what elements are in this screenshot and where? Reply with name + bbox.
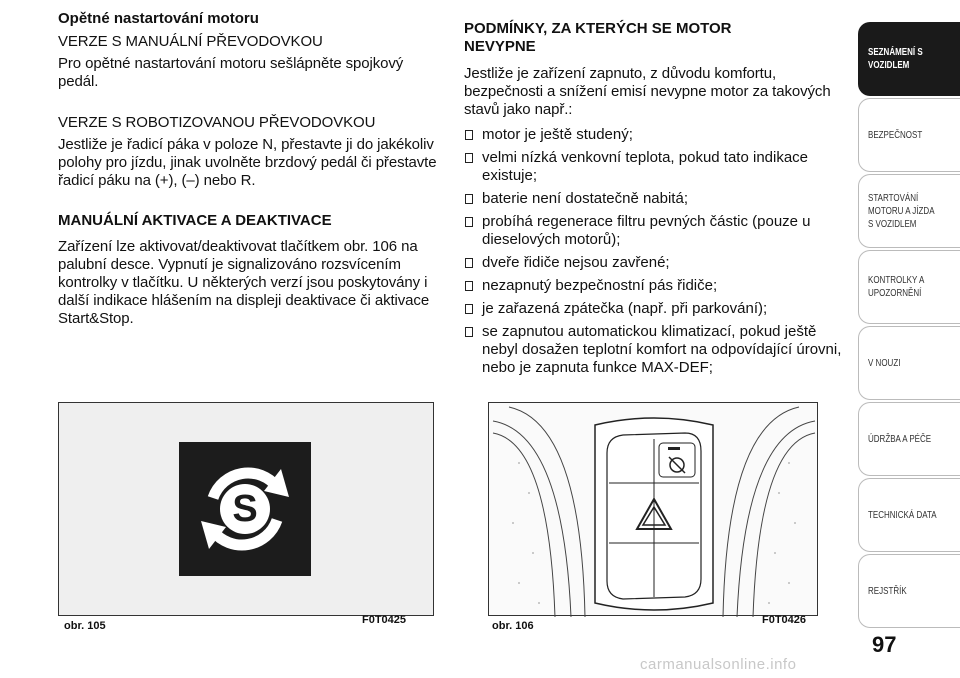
conditions-heading: PODMÍNKY, ZA KTERÝCH SE MOTOR NEVYPNE [464, 20, 732, 55]
checkbox-bullet-icon [465, 194, 473, 204]
dashboard-button-illustration [489, 403, 819, 617]
list-item: je zařazená zpátečka (např. při parkování); [464, 300, 848, 318]
tab-kontrolky-a-upozorneni[interactable]: KONTROLKY A UPOZORNĚNÍ [858, 250, 960, 324]
figure-106 [488, 402, 818, 616]
manual-heading: VERZE S MANUÁLNÍ PŘEVODOVKOU [58, 33, 323, 50]
checkbox-bullet-icon [465, 217, 473, 227]
conditions-list [464, 126, 848, 382]
tab-startovani-motoru[interactable]: STARTOVÁNÍ MOTORU A JÍZDA S VOZIDLEM [858, 174, 960, 248]
watermark: carmanualsonline.info [640, 656, 797, 673]
list-item: nezapnutý bezpečnostní pás řidiče; [464, 277, 848, 295]
page-number: 97 [872, 632, 897, 657]
restart-title: Opětné nastartování motoru [58, 10, 259, 27]
tab-seznameni-s-vozidlem[interactable]: SEZNÁMENÍ S VOZIDLEM [858, 22, 960, 96]
conditions-intro: Jestliže je zařízení zapnuto, z důvodu komfortu, bezpečnosti a snížení emisí nevypne motor za takových stavů jako např.: [464, 65, 831, 118]
chapter-sidebar [858, 22, 960, 630]
checkbox-bullet-icon [465, 153, 473, 163]
figure-105-label: obr. 105 [64, 620, 106, 632]
list-item: probíhá regenerace filtru pevných částic (pouze u dieselových motorů); [464, 213, 848, 249]
tab-bezpecnost[interactable]: BEZPEČNOST [858, 98, 960, 172]
checkbox-bullet-icon [465, 304, 473, 314]
checkbox-bullet-icon [465, 327, 473, 337]
figure-105-code: F0T0425 [362, 614, 407, 626]
figure-105 [58, 402, 434, 616]
tab-udrzba-a-pece[interactable]: ÚDRŽBA A PÉČE [858, 402, 960, 476]
activation-heading: MANUÁLNÍ AKTIVACE A DEAKTIVACE [58, 212, 332, 229]
list-item: velmi nízká venkovní teplota, pokud tato indikace existuje; [464, 149, 848, 185]
list-item: motor je ještě studený; [464, 126, 848, 144]
start-stop-letter: S [232, 488, 258, 530]
list-item: baterie není dostatečně nabitá; [464, 190, 848, 208]
tab-technicka-data[interactable]: TECHNICKÁ DATA [858, 478, 960, 552]
figure-106-code: F0T0426 [762, 614, 807, 626]
tab-v-nouzi[interactable]: V NOUZI [858, 326, 960, 400]
checkbox-bullet-icon [465, 130, 473, 140]
list-item: se zapnutou automatickou klimatizací, pokud ještě nebyl dosažen teplotní komfort na odpovídající úrovni, nebo je zapnuta funkce MAX-DEF; [464, 323, 848, 377]
robot-heading: VERZE S ROBOTIZOVANOU PŘEVODOVKOU [58, 114, 376, 131]
checkbox-bullet-icon [465, 281, 473, 291]
activation-text: Zařízení lze aktivovat/deaktivovat tlačítkem obr. 106 na palubní desce. Vypnutí je signalizováno rozsvícením kontrolky v tlačítku. U některých verzí jsou poskytovány i další indikace hlášením na displeji deaktivace či aktivace Start&Stop. [58, 238, 430, 327]
tab-rejstrik[interactable]: REJSTŘÍK [858, 554, 960, 628]
manual-text: Pro opětné nastartování motoru sešlápněte spojkový pedál. [58, 55, 404, 90]
checkbox-bullet-icon [465, 258, 473, 268]
figure-106-label: obr. 106 [492, 620, 534, 632]
robot-text: Jestliže je řadicí páka v poloze N, přestavte ji do jakékoliv polohy pro jízdu, jinak uvolněte brzdový pedál či přestavte řadicí páku na (+), (–) nebo R. [58, 136, 437, 189]
list-item: dveře řidiče nejsou zavřené; [464, 254, 848, 272]
